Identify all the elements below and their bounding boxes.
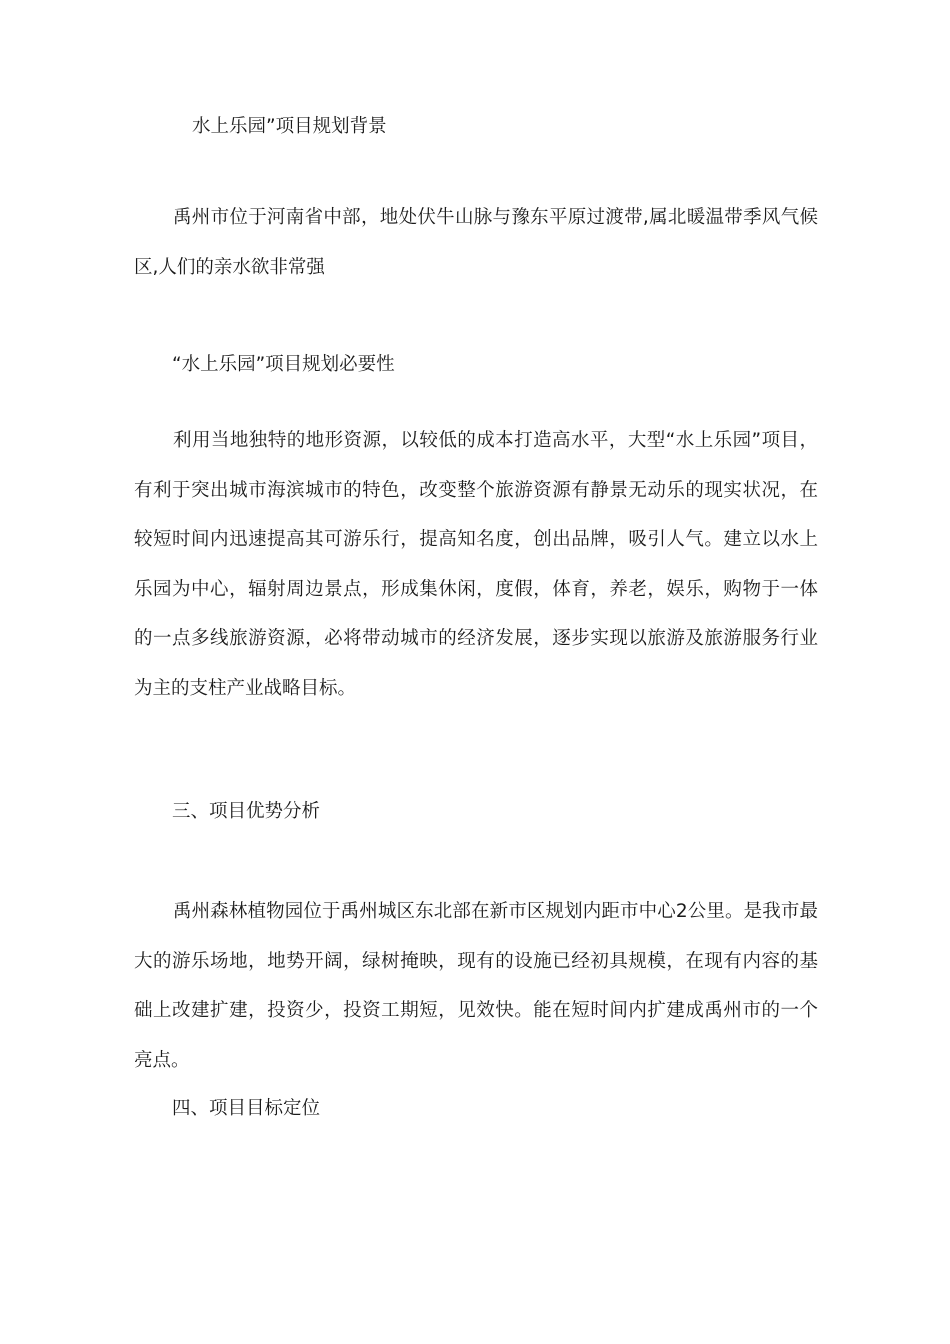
paragraph-necessity: 利用当地独特的地形资源，以较低的成本打造高水平，大型“水上乐园”项目，有利于突出城市海滨城市的特色，改变整个旅游资源有静景无动乐的现实状况，在较短时间内迅速提高其可游乐行，提高知名度，创出品牌，吸引人气。建立以水上乐园为中心，辐射周边景点，形成集休闲，度假，体育，养老，娱乐，购物于一体的一点多线旅游资源，必将带动城市的经济发展，逐步实现以旅游及旅游服务行业为主的支柱产业战略目标。 (134, 430, 818, 699)
section-heading-background: 水上乐园”项目规划背景 (192, 116, 387, 137)
paragraph-advantages: 禹州森林植物园位于禹州城区东北部在新市区规划内距市中心2公里。是我市最大的游乐场地，地势开阔，绿树掩映，现有的设施已经初具规模，在现有内容的基础上改建扩建，投资少，投资工期短，见效快。能在短时间内扩建成禹州市的一个亮点。 (134, 901, 818, 1071)
section-heading-positioning: 四、项目目标定位 (172, 1098, 321, 1119)
section-heading-necessity: “水上乐园”项目规划必要性 (172, 354, 395, 375)
paragraph-background: 禹州市位于河南省中部，地处伏牛山脉与豫东平原过渡带,属北暖温带季风气候区,人们的亲水欲非常强 (134, 207, 818, 278)
section-heading-advantages: 三、项目优势分析 (172, 801, 321, 822)
